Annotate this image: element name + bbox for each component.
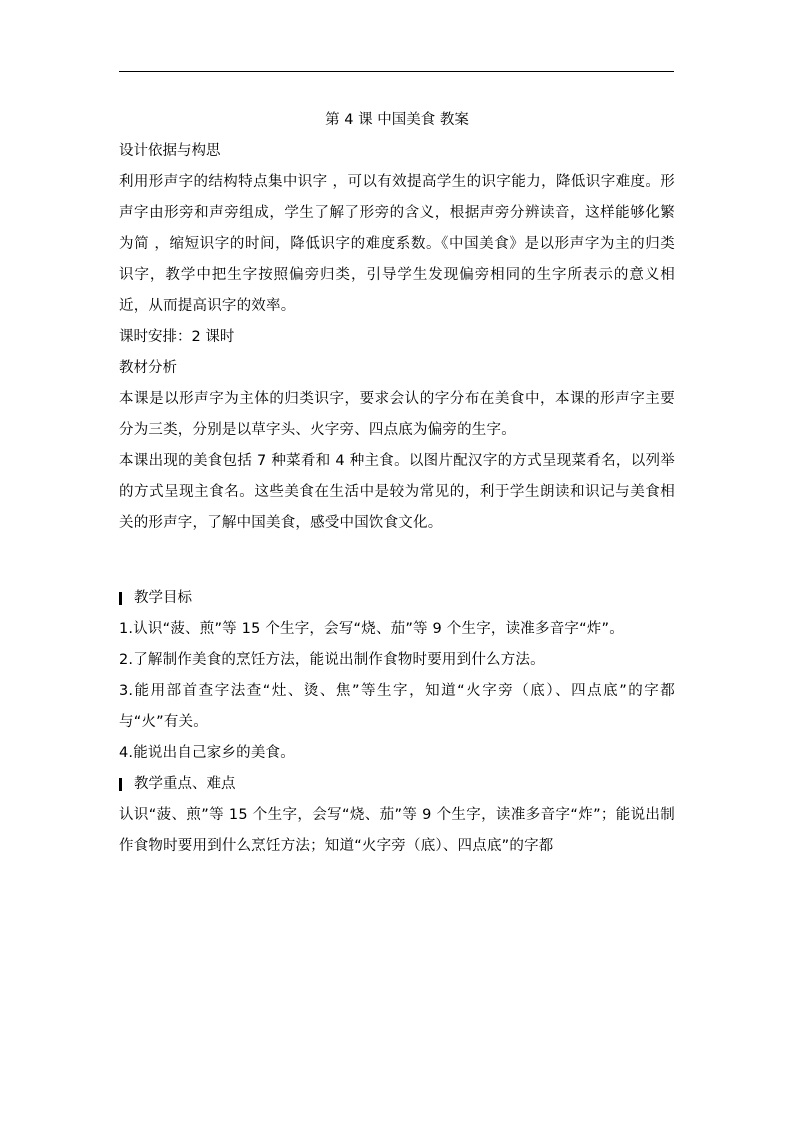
paragraph-material-analysis-2: 本课出现的美食包括 7 种菜肴和 4 种主食。以图片配汉字的方式呈现菜肴名，以列举的方式呈现主食名。这些美食在生活中是较为常见的，利于学生朗读和识记与美食相关的形声字，了解中国美食，感受中国饮食文化。 bbox=[119, 453, 675, 531]
section-heading-goals bbox=[119, 583, 675, 614]
heading-design-basis: 设计依据与构思 bbox=[119, 143, 221, 159]
goal-item-2: 2.了解制作美食的烹饪方法，能说出制作食物时要用到什么方法。 bbox=[119, 652, 545, 668]
section-heading-key-points-label: 教学重点、难点 bbox=[134, 776, 236, 792]
document-body bbox=[119, 104, 675, 862]
class-hours: 课时安排：2 课时 bbox=[119, 329, 235, 345]
heading-material-analysis: 教材分析 bbox=[119, 360, 177, 376]
section-heading-goals-label: 教学目标 bbox=[134, 590, 192, 606]
section-spacer bbox=[119, 539, 675, 583]
section-heading-key-points bbox=[119, 769, 675, 800]
header-rule bbox=[119, 71, 674, 72]
paragraph-design-basis: 利用形声字的结构特点集中识字 ，可以有效提高学生的识字能力，降低识字难度。形声字由形旁和声旁组成，学生了解了形旁的含义，根据声旁分辨读音，这样能够化繁为简 ，缩短识字的时间，降低识字的难度系数。《中国美食》是以形声字为主的归类识字，教学中把生字按照偏旁归类，引导学生发现偏旁相同的生字所表示的意义相近，从而提高识字的效率。 bbox=[119, 174, 675, 314]
goal-item-3: 3.能用部首查字法查“灶、烫、焦”等生字，知道“火字旁（底）、四点底”的字都与“火”有关。 bbox=[119, 683, 675, 730]
paragraph-key-points: 认识“菠、煎”等 15 个生字，会写“烧、茄”等 9 个生字，读准多音字“炸”；能说出制作食物时要用到什么烹饪方法；知道“火字旁（底）、四点底”的字都 bbox=[119, 807, 675, 854]
goal-item-4: 4.能说出自己家乡的美食。 bbox=[119, 745, 295, 761]
section-marker-icon bbox=[119, 778, 122, 791]
section-marker-icon bbox=[119, 592, 122, 605]
document-title: 第 4 课 中国美食 教案 bbox=[325, 112, 469, 128]
paragraph-material-analysis-1: 本课是以形声字为主体的归类识字，要求会认的字分布在美食中，本课的形声字主要分为三类，分别是以草字头、火字旁、四点底为偏旁的生字。 bbox=[119, 391, 675, 438]
goal-item-1: 1.认识“菠、煎”等 15 个生字，会写“烧、茄”等 9 个生字，读准多音字“炸”。 bbox=[119, 621, 624, 637]
